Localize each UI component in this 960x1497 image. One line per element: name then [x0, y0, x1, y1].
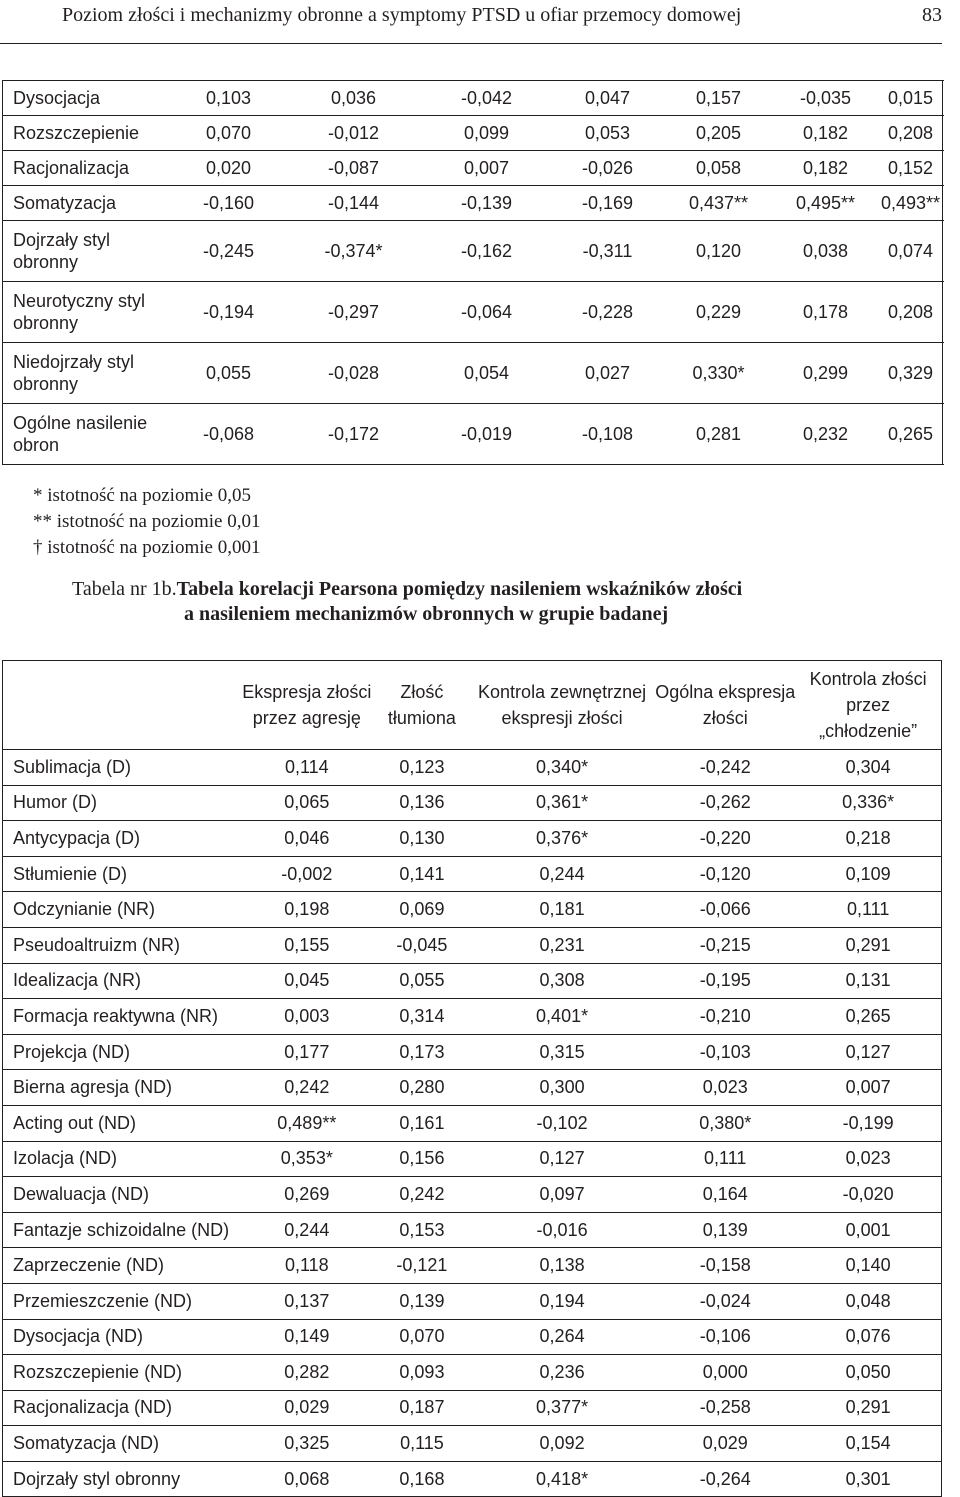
table-row [3, 750, 942, 786]
table-cell: 0,182 [802, 122, 849, 143]
table-cell: 0,232 [802, 424, 849, 444]
table-cell: -0,297 [327, 302, 380, 322]
table-row [3, 785, 942, 821]
table-row [3, 1319, 942, 1355]
table-cell: 0,046 [284, 827, 330, 848]
row-label: Dysocjacja [13, 88, 101, 108]
table-row [3, 282, 943, 343]
table-row [3, 1355, 942, 1391]
table-cell: 0,029 [284, 1397, 330, 1418]
table-cell: -0,158 [699, 1255, 751, 1276]
table-caption [72, 577, 932, 627]
table-cell: 0,141 [399, 863, 445, 884]
table-cell: -0,066 [699, 899, 751, 920]
row-label: Bierna agresja (ND) [13, 1077, 173, 1098]
table-cell: 0,164 [702, 1183, 748, 1204]
row-label: Sublimacja (D) [13, 756, 132, 777]
table-cell: 0,029 [702, 1433, 748, 1454]
table-cell: -0,374* [324, 241, 383, 261]
header-divider [0, 43, 942, 44]
table-cell: -0,035 [799, 87, 852, 108]
table-cell: -0,024 [699, 1290, 751, 1311]
table-cell: 0,265 [887, 424, 934, 444]
table-cell: 0,336* [842, 792, 895, 813]
table-cell: 0,045 [284, 970, 330, 991]
table-cell: 0,111 [704, 1148, 747, 1169]
table-row [3, 1034, 942, 1070]
table-cell: 0,242 [399, 1183, 445, 1204]
table-cell: -0,103 [699, 1041, 751, 1062]
table-row [3, 892, 942, 928]
col-header-cooling-control: Kontrola złości przez „chłodzenie” [809, 669, 927, 741]
table-cell: 0,092 [539, 1433, 585, 1454]
table-cell: 0,314 [399, 1005, 445, 1026]
col-header-aggression: Ekspresja złości przez agresję [242, 682, 372, 728]
table-row [3, 1283, 942, 1319]
table-cell: 0,269 [284, 1183, 330, 1204]
running-title: Poziom złości i mechanizmy obronne a symptomy PTSD u ofiar przemocy domowej [62, 4, 742, 26]
note-p001: † istotność na poziomie 0,001 [33, 537, 261, 558]
table-cell: 0,380* [699, 1112, 752, 1133]
table-cell: -0,068 [202, 424, 255, 444]
table-cell: -0,144 [327, 192, 380, 213]
table-row [3, 116, 943, 151]
table-cell: 0,173 [399, 1041, 445, 1062]
table-cell: 0,281 [695, 424, 742, 444]
table-cell: 0,053 [584, 122, 631, 143]
table-row [3, 1461, 942, 1497]
table-cell: -0,199 [842, 1112, 894, 1133]
col-header-overall-expression: Ogólna ekspresja złości [655, 682, 796, 728]
table-cell: -0,019 [460, 424, 513, 444]
table-cell: -0,120 [699, 863, 751, 884]
table-cell: -0,311 [582, 241, 633, 261]
table-cell: 0,265 [845, 1005, 891, 1026]
correlation-table-continued [2, 80, 943, 465]
table-cell: 0,058 [695, 157, 742, 178]
table-cell: 0,020 [205, 157, 252, 178]
table-cell: 0,329 [887, 363, 934, 383]
table-cell: 0,231 [539, 934, 585, 955]
table-cell: -0,245 [202, 241, 255, 261]
table-cell: 0,069 [399, 899, 445, 920]
table-cell: 0,308 [539, 970, 585, 991]
row-label: Dojrzały styl obronny [13, 230, 111, 272]
table-cell: 0,050 [845, 1361, 891, 1382]
table-cell: 0,140 [845, 1255, 891, 1276]
row-label: Idealizacja (NR) [13, 970, 142, 991]
row-label: Acting out (ND) [13, 1112, 137, 1133]
table-cell: 0,127 [539, 1148, 585, 1169]
table-cell: 0,493** [880, 192, 941, 213]
table-row [3, 821, 942, 857]
table-cell: 0,115 [400, 1433, 444, 1454]
table-cell: 0,048 [845, 1290, 891, 1311]
table-cell: 0,198 [284, 899, 330, 920]
table-row [3, 81, 943, 116]
row-label: Ogólne nasilenie obron [13, 413, 148, 455]
table-cell: -0,262 [699, 792, 751, 813]
table-cell: 0,229 [695, 302, 742, 322]
table-cell: -0,102 [536, 1112, 588, 1133]
table-cell: 0,161 [399, 1112, 445, 1133]
table-cell: 0,001 [845, 1219, 891, 1240]
table-cell: 0,291 [845, 1397, 891, 1418]
table-cell: 0,181 [539, 899, 585, 920]
row-label: Antycypacja (D) [13, 827, 141, 848]
table-cell: 0,376* [536, 827, 589, 848]
table-cell: 0,377* [536, 1397, 589, 1418]
table-cell: 0,495** [795, 192, 856, 213]
table-cell: 0,153 [399, 1219, 445, 1240]
table-row [3, 343, 943, 404]
table-cell: 0,300 [539, 1077, 585, 1098]
table-row [3, 1141, 942, 1177]
table-cell: 0,208 [887, 302, 934, 322]
table-cell: 0,054 [463, 363, 510, 383]
table-cell: 0,489** [277, 1112, 337, 1133]
table-cell: 0,103 [205, 87, 252, 108]
table-cell: 0,401* [536, 1005, 589, 1026]
table-cell: 0,123 [399, 756, 445, 777]
table-cell: 0,097 [539, 1183, 585, 1204]
table-cell: -0,160 [202, 192, 255, 213]
table-cell: 0,340* [536, 756, 589, 777]
row-label: Pseudoaltruizm (NR) [13, 934, 181, 955]
row-label: Rozszczepienie [13, 123, 140, 143]
row-label: Racjonalizacja [13, 158, 130, 178]
table-row [3, 999, 942, 1035]
row-label: Formacja reaktywna (NR) [13, 1005, 219, 1026]
table-cell: 0,280 [399, 1077, 445, 1098]
table-row [3, 856, 942, 892]
table-row [3, 221, 943, 282]
table-cell: -0,064 [460, 302, 513, 322]
table-cell: 0,291 [845, 934, 891, 955]
table-cell: 0,244 [284, 1219, 330, 1240]
row-label: Izolacja (ND) [13, 1148, 118, 1169]
table-cell: 0,023 [702, 1077, 748, 1098]
table-cell: -0,210 [699, 1005, 751, 1026]
header-corner [3, 661, 239, 750]
table-cell: 0,353* [280, 1148, 333, 1169]
table-cell: 0,070 [205, 122, 252, 143]
table-cell: -0,215 [699, 934, 751, 955]
significance-notes [33, 483, 260, 561]
table-cell: 0,047 [584, 87, 631, 108]
table-cell: -0,258 [699, 1397, 751, 1418]
table-cell: 0,168 [399, 1468, 445, 1489]
table-cell: 0,127 [845, 1041, 891, 1062]
table-cell: 0,074 [887, 241, 934, 261]
table-cell: -0,028 [327, 363, 380, 383]
table-cell: 0,157 [695, 87, 742, 108]
row-label: Dojrzały styl obronny [13, 1468, 181, 1489]
table-cell: 0,218 [845, 827, 891, 848]
table-cell: 0,114 [284, 756, 329, 777]
table-cell: 0,182 [802, 157, 849, 178]
table-cell: -0,228 [581, 302, 634, 322]
table-cell: 0,187 [399, 1397, 445, 1418]
table-cell: 0,177 [284, 1041, 330, 1062]
table-cell: 0,152 [887, 157, 934, 178]
table-cell: -0,087 [327, 157, 380, 178]
table-cell: 0,111 [846, 899, 890, 920]
table-cell: -0,045 [396, 934, 448, 955]
table-cell: 0,109 [845, 863, 891, 884]
caption-line2: a nasileniem mechanizmów obronnych w grupie badanej [184, 603, 669, 625]
table-cell: -0,195 [699, 970, 751, 991]
table-cell: 0,036 [330, 87, 377, 108]
table-cell: -0,264 [699, 1468, 751, 1489]
table-cell: 0,149 [284, 1326, 330, 1347]
row-label: Projekcja (ND) [13, 1041, 131, 1062]
table-cell: 0,120 [695, 241, 742, 261]
table-cell: 0,299 [802, 363, 849, 383]
table-cell: -0,162 [460, 241, 513, 261]
table-cell: 0,131 [845, 970, 891, 991]
table-cell: 0,178 [802, 302, 849, 322]
row-label: Dysocjacja (ND) [13, 1326, 144, 1347]
table-cell: 0,118 [284, 1255, 329, 1276]
table-row [3, 1105, 942, 1141]
page-number: 83 [922, 4, 942, 26]
table-cell: 0,418* [536, 1468, 589, 1489]
table-cell: 0,282 [284, 1361, 330, 1382]
note-p01: ** istotność na poziomie 0,01 [33, 511, 261, 532]
table-row [3, 1177, 942, 1213]
table-cell: 0,137 [284, 1290, 330, 1311]
row-label: Zaprzeczenie (ND) [13, 1255, 165, 1276]
table-cell: 0,076 [845, 1326, 891, 1347]
table-cell: 0,055 [399, 970, 445, 991]
row-label: Somatyzacja (ND) [13, 1433, 160, 1454]
table-cell: 0,242 [284, 1077, 330, 1098]
table-row [3, 151, 943, 186]
row-label: Niedojrzały styl obronny [13, 352, 135, 394]
table-cell: 0,301 [845, 1468, 891, 1489]
table-cell: -0,026 [581, 157, 634, 178]
table-cell: 0,136 [399, 792, 445, 813]
table-header-row [3, 661, 942, 750]
table-cell: -0,016 [536, 1219, 588, 1240]
note-p05: * istotność na poziomie 0,05 [33, 485, 251, 506]
table-cell: 0,093 [399, 1361, 445, 1382]
table-cell: 0,007 [463, 157, 510, 178]
row-label: Przemieszczenie (ND) [13, 1290, 193, 1311]
table-cell: -0,169 [581, 192, 634, 213]
table-cell: 0,099 [463, 122, 510, 143]
table-cell: 0,003 [284, 1005, 330, 1026]
table-cell: 0,325 [284, 1433, 330, 1454]
row-label: Neurotyczny styl obronny [13, 291, 146, 333]
table-cell: 0,023 [845, 1148, 891, 1169]
col-header-suppressed: Złość tłumiona [387, 682, 456, 728]
table-row [3, 1212, 942, 1248]
table-cell: 0,194 [539, 1290, 585, 1311]
row-label: Rozszczepienie (ND) [13, 1361, 183, 1382]
table-cell: 0,007 [845, 1077, 891, 1098]
table-cell: 0,304 [845, 756, 891, 777]
table-cell: 0,330* [692, 363, 745, 383]
table-cell: 0,264 [539, 1326, 585, 1347]
table-row [3, 186, 943, 221]
table-cell: 0,139 [702, 1219, 748, 1240]
table-cell: 0,154 [845, 1433, 891, 1454]
table-cell: -0,108 [581, 424, 634, 444]
table-row [3, 404, 943, 465]
table-cell: 0,361* [536, 792, 589, 813]
table-cell: -0,220 [699, 827, 751, 848]
table-row [3, 1070, 942, 1106]
table-cell: -0,002 [281, 863, 333, 884]
row-label: Racjonalizacja (ND) [13, 1397, 173, 1418]
running-header [62, 4, 942, 44]
table-cell: 0,244 [539, 863, 585, 884]
table-cell: 0,208 [887, 122, 934, 143]
table-cell: 0,055 [205, 363, 252, 383]
row-label: Somatyzacja [13, 193, 117, 213]
row-label: Dewaluacja (ND) [13, 1183, 150, 1204]
row-label: Fantazje schizoidalne (ND) [13, 1219, 230, 1240]
row-label: Stłumienie (D) [13, 863, 128, 884]
table-row [3, 963, 942, 999]
row-label: Humor (D) [13, 792, 97, 813]
table-cell: -0,121 [396, 1255, 448, 1276]
table-cell: -0,194 [202, 302, 255, 322]
table-cell: 0,038 [802, 241, 849, 261]
table-cell: 0,068 [284, 1468, 330, 1489]
table-cell: 0,156 [399, 1148, 445, 1169]
table-row [3, 1426, 942, 1462]
table-cell: 0,138 [539, 1255, 585, 1276]
table-cell: 0,236 [539, 1361, 585, 1382]
table-cell: 0,000 [702, 1361, 748, 1382]
table-cell: 0,027 [584, 363, 631, 383]
table-cell: 0,065 [284, 792, 330, 813]
table-cell: -0,012 [327, 122, 380, 143]
table-cell: 0,205 [695, 122, 742, 143]
pearson-correlation-table [2, 660, 942, 1497]
table-cell: -0,020 [842, 1183, 894, 1204]
caption-prefix: Tabela nr 1b. [72, 578, 177, 600]
table-cell: 0,315 [539, 1041, 585, 1062]
table-cell: 0,130 [399, 827, 445, 848]
table-cell: 0,015 [887, 87, 934, 108]
table-cell: 0,070 [399, 1326, 445, 1347]
table-row [3, 927, 942, 963]
table-cell: -0,139 [460, 192, 513, 213]
caption-line1: Tabela korelacji Pearsona pomiędzy nasileniem wskaźników złości [176, 578, 743, 600]
row-label: Odczynianie (NR) [13, 899, 156, 920]
table-cell: -0,042 [460, 87, 513, 108]
table-cell: 0,139 [399, 1290, 445, 1311]
table-cell: 0,155 [284, 934, 330, 955]
table-row [3, 1390, 942, 1426]
col-header-external-control: Kontrola zewnętrznej ekspresji złości [478, 682, 647, 728]
table-row [3, 1248, 942, 1284]
table-cell: 0,437** [688, 192, 749, 213]
table-cell: -0,172 [327, 424, 380, 444]
table-cell: -0,106 [699, 1326, 751, 1347]
table-cell: -0,242 [699, 756, 751, 777]
